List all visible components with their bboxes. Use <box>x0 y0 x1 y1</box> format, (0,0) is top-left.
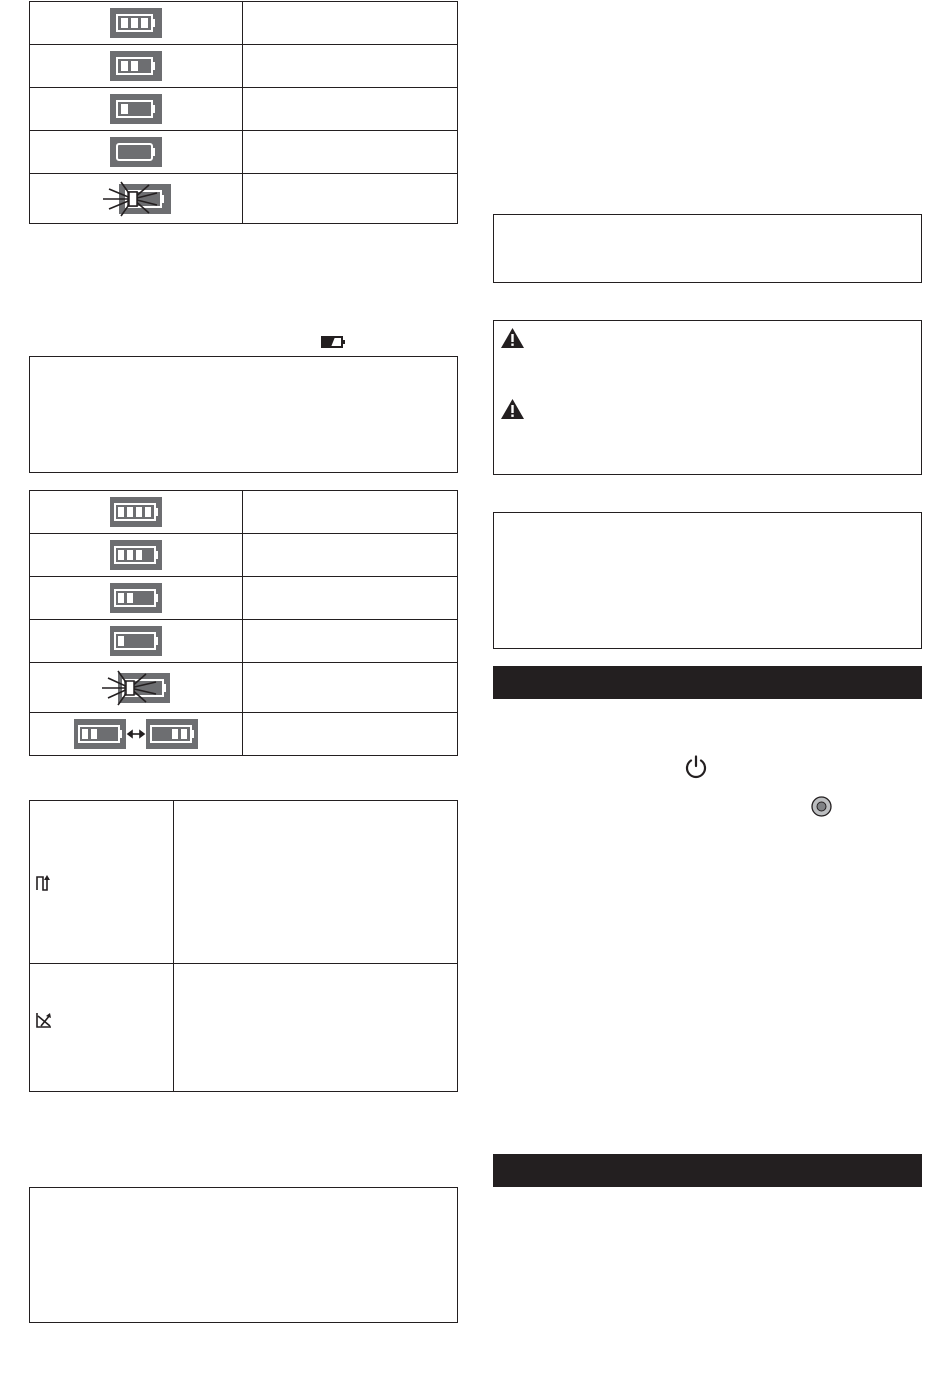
table-row <box>30 88 242 130</box>
table-row <box>30 174 242 223</box>
overload-reset-icon <box>36 875 54 891</box>
note-box <box>493 214 922 283</box>
note-box <box>493 512 922 649</box>
battery-2-of-4-icon <box>110 583 162 613</box>
warning-triangle-icon <box>500 327 525 349</box>
table-row <box>30 713 242 755</box>
automatic-stop-icon <box>36 1012 52 1028</box>
battery-2-of-3-icon <box>110 51 162 81</box>
table-divider <box>242 490 243 756</box>
battery-3-of-4-icon <box>110 540 162 570</box>
round-button-icon <box>811 796 832 817</box>
mode-table <box>29 800 458 1092</box>
table-row <box>30 663 242 712</box>
table-row <box>30 45 242 87</box>
battery-1-of-4-icon <box>110 626 162 656</box>
note-box <box>29 1187 458 1323</box>
table-divider <box>242 1 243 224</box>
table-row-divider <box>29 963 458 964</box>
table-row <box>30 131 242 173</box>
table-row <box>30 577 242 619</box>
battery-1-of-3-icon <box>110 94 162 124</box>
warning-triangle-icon <box>500 398 525 420</box>
battery-blinking-icon <box>101 181 171 217</box>
table-row <box>30 534 242 576</box>
section-header-bar <box>493 666 922 699</box>
warning-box <box>493 320 922 475</box>
table-row <box>30 491 242 533</box>
battery-blinking-icon <box>100 670 172 706</box>
table-row <box>30 620 242 662</box>
battery-4-of-4-icon <box>110 497 162 527</box>
battery-alternating-icon <box>74 719 198 749</box>
battery-low-icon <box>321 335 347 347</box>
power-icon <box>684 755 708 779</box>
battery-empty-icon <box>110 137 162 167</box>
note-box <box>29 356 458 473</box>
table-divider <box>173 800 174 1092</box>
battery-3-of-3-icon <box>110 8 162 38</box>
table-row <box>30 2 242 44</box>
section-header-bar <box>493 1154 922 1187</box>
